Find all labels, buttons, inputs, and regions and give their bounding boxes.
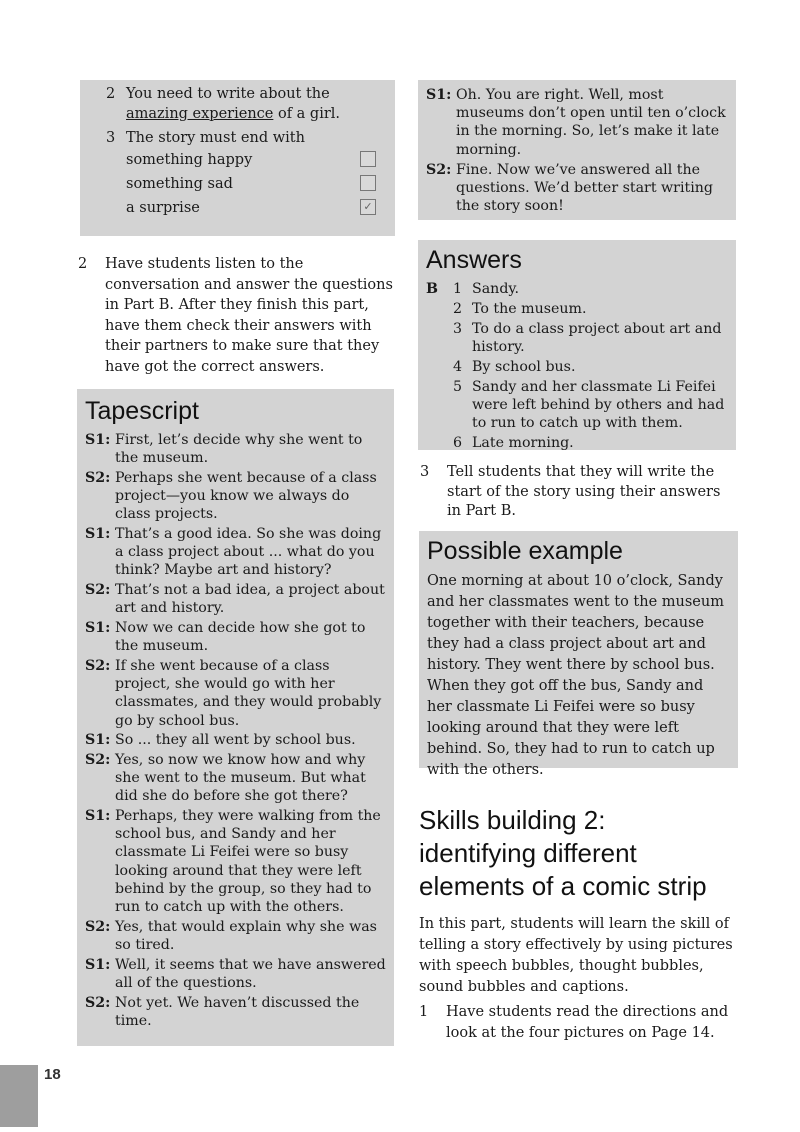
- answer-text: By school bus.: [472, 359, 576, 375]
- line-text: Yes, so now we know how and why she went to the museum. But what did she do before she got there?: [115, 751, 366, 805]
- answer-item: [426, 300, 728, 318]
- speaker-label: S2:: [85, 657, 111, 674]
- option-label: a surprise: [126, 200, 200, 216]
- line-text: Not yet. We haven’t discussed the time.: [115, 994, 360, 1029]
- answer-item: [426, 320, 728, 356]
- answer-number: 1: [452, 281, 462, 297]
- possible-example-text: One morning at about 10 o’clock, Sandy and her classmates went to the museum together with their teachers, because they had a class project about art and history. They went there by school bus. When they got off the bus, Sandy and her classmate Li Feifei were so busy looking around that they were left behind. So, they had to run to catch up with the others.: [427, 573, 724, 778]
- tapescript-continued-box: [418, 80, 736, 220]
- line-text: So ... they all went by school bus.: [115, 732, 356, 749]
- heading-line: identifying different: [419, 838, 637, 868]
- dialogue-line: [426, 161, 728, 216]
- speaker-label: S1:: [85, 620, 111, 637]
- answers-title: Answers: [426, 246, 522, 274]
- answer-text: Sandy.: [472, 281, 520, 297]
- dialogue-line: [85, 657, 386, 730]
- dialogue-line: [85, 525, 386, 580]
- speaker-label: S2:: [85, 918, 111, 935]
- speaker-label: S1:: [85, 808, 111, 825]
- answer-text: To the museum.: [472, 301, 587, 317]
- speaker-label: S1:: [85, 732, 111, 749]
- answer-text: To do a class project about art and history.: [472, 321, 722, 355]
- speaker-label: S1:: [85, 526, 111, 543]
- answer-text: Late morning.: [472, 435, 574, 451]
- speaker-label: S2:: [85, 994, 111, 1011]
- line-text: Fine. Now we’ve answered all the questions. We’d better start writing the story soon!: [456, 161, 713, 215]
- answer-number: 4: [452, 359, 462, 375]
- line-text: That’s not a bad idea, a project about art and history.: [115, 582, 385, 617]
- speaker-label: S2:: [426, 161, 452, 178]
- tapescript-title: Tapescript: [85, 397, 199, 425]
- dialogue-line: [85, 994, 386, 1030]
- task-requirements-box: [80, 80, 395, 236]
- speaker-label: S1:: [85, 432, 111, 448]
- answer-number: 5: [452, 379, 462, 395]
- option-label: something sad: [126, 176, 233, 192]
- line-text: First, let’s decide why she went to the museum.: [115, 432, 363, 467]
- dialogue-line: [85, 431, 386, 467]
- task-item-2: [106, 84, 395, 124]
- answer-item: [426, 358, 728, 376]
- step-number: 1: [419, 1004, 429, 1020]
- line-text: Oh. You are right. Well, most museums don’t open until ten o’clock in the morning. So, let’s make it late morning.: [456, 87, 726, 158]
- item-text: The story must end with: [126, 130, 305, 146]
- checkbox[interactable]: [360, 175, 376, 191]
- option-row: [106, 196, 395, 220]
- task-item-3: [106, 128, 395, 148]
- answer-item: [426, 378, 728, 432]
- answer-item: [426, 434, 728, 452]
- speaker-label: S1:: [85, 956, 111, 973]
- underlined-phrase: amazing experience: [126, 106, 274, 122]
- item-number: 3: [106, 130, 116, 146]
- dialogue-line: [426, 86, 728, 159]
- dialogue-line: [85, 469, 386, 524]
- answer-text: Sandy and her classmate Li Feifei were left behind by others and had to run to catch up with them.: [472, 379, 725, 431]
- speaker-label: S2:: [85, 582, 111, 599]
- dialogue-line: [85, 807, 386, 916]
- answers-box: [418, 240, 736, 450]
- answer-item: [426, 280, 728, 298]
- option-row: [106, 148, 395, 172]
- line-text: That’s a good idea. So she was doing a class project about ... what do you think? Maybe art and history?: [115, 526, 382, 579]
- step-3-instruction: [420, 463, 738, 522]
- checkbox-checked[interactable]: ✓: [360, 199, 376, 215]
- speaker-label: S1:: [426, 87, 452, 103]
- step-number: 2: [78, 256, 88, 272]
- checkbox[interactable]: [360, 151, 376, 167]
- possible-example-title: Possible example: [427, 537, 623, 565]
- option-label: something happy: [126, 152, 253, 168]
- dialogue-line: [85, 619, 386, 655]
- step-2-instruction: [78, 254, 396, 377]
- step-text: Have students read the directions and look at the four pictures on Page 14.: [446, 1004, 729, 1041]
- dialogue-line: [85, 731, 386, 749]
- dialogue-line: [85, 918, 386, 954]
- section-heading: [419, 804, 749, 903]
- line-text: Perhaps, they were walking from the school bus, and Sandy and her classmate Li Feifei were so busy looking around that they were left behind by the group, so they had to run to catch up with the others.: [115, 808, 381, 916]
- line-text: Perhaps she went because of a class project—you know we always do class projects.: [115, 469, 377, 523]
- page-number: 18: [44, 1066, 61, 1083]
- step-number: 3: [420, 464, 430, 480]
- step-text: Have students listen to the conversation and answer the questions in Part B. After they finish this part, have them check their answers with their partners to make sure that they have got the correct answers.: [105, 256, 393, 375]
- line-text: Now we can decide how she got to the museum.: [115, 620, 366, 655]
- line-text: Well, it seems that we have answered all of the questions.: [115, 956, 386, 991]
- answer-number: 6: [452, 435, 462, 451]
- line-text: Yes, that would explain why she was so tired.: [115, 918, 377, 953]
- dialogue-line: [85, 581, 386, 617]
- answer-number: 2: [452, 301, 462, 317]
- speaker-label: S2:: [85, 469, 111, 486]
- answer-number: 3: [452, 321, 462, 337]
- tapescript-box: [77, 389, 394, 1046]
- skills-intro-paragraph: In this part, students will learn the skill of telling a story effectively by using pictures with speech bubbles, thought bubbles, sound bubbles and captions.: [419, 916, 733, 995]
- heading-line: Skills building 2:: [419, 805, 606, 835]
- item-text-end: of a girl.: [273, 106, 341, 122]
- line-text: If she went because of a class project, she would go with her classmates, and they would probably go by school bus.: [115, 657, 382, 729]
- item-number: 2: [106, 86, 116, 102]
- dialogue-line: [85, 956, 386, 992]
- option-row: [106, 172, 395, 196]
- possible-example-box: [419, 531, 738, 778]
- item-text: You need to write about the: [126, 86, 330, 102]
- step-text: Tell students that they will write the start of the story using their answers in Part B.: [447, 464, 721, 519]
- skills-step-1: [419, 1002, 739, 1044]
- heading-line: elements of a comic strip: [419, 871, 707, 901]
- section-label: B: [426, 281, 438, 297]
- dialogue-line: [85, 751, 386, 806]
- speaker-label: S2:: [85, 751, 111, 768]
- page-tab-decoration: [0, 1065, 38, 1127]
